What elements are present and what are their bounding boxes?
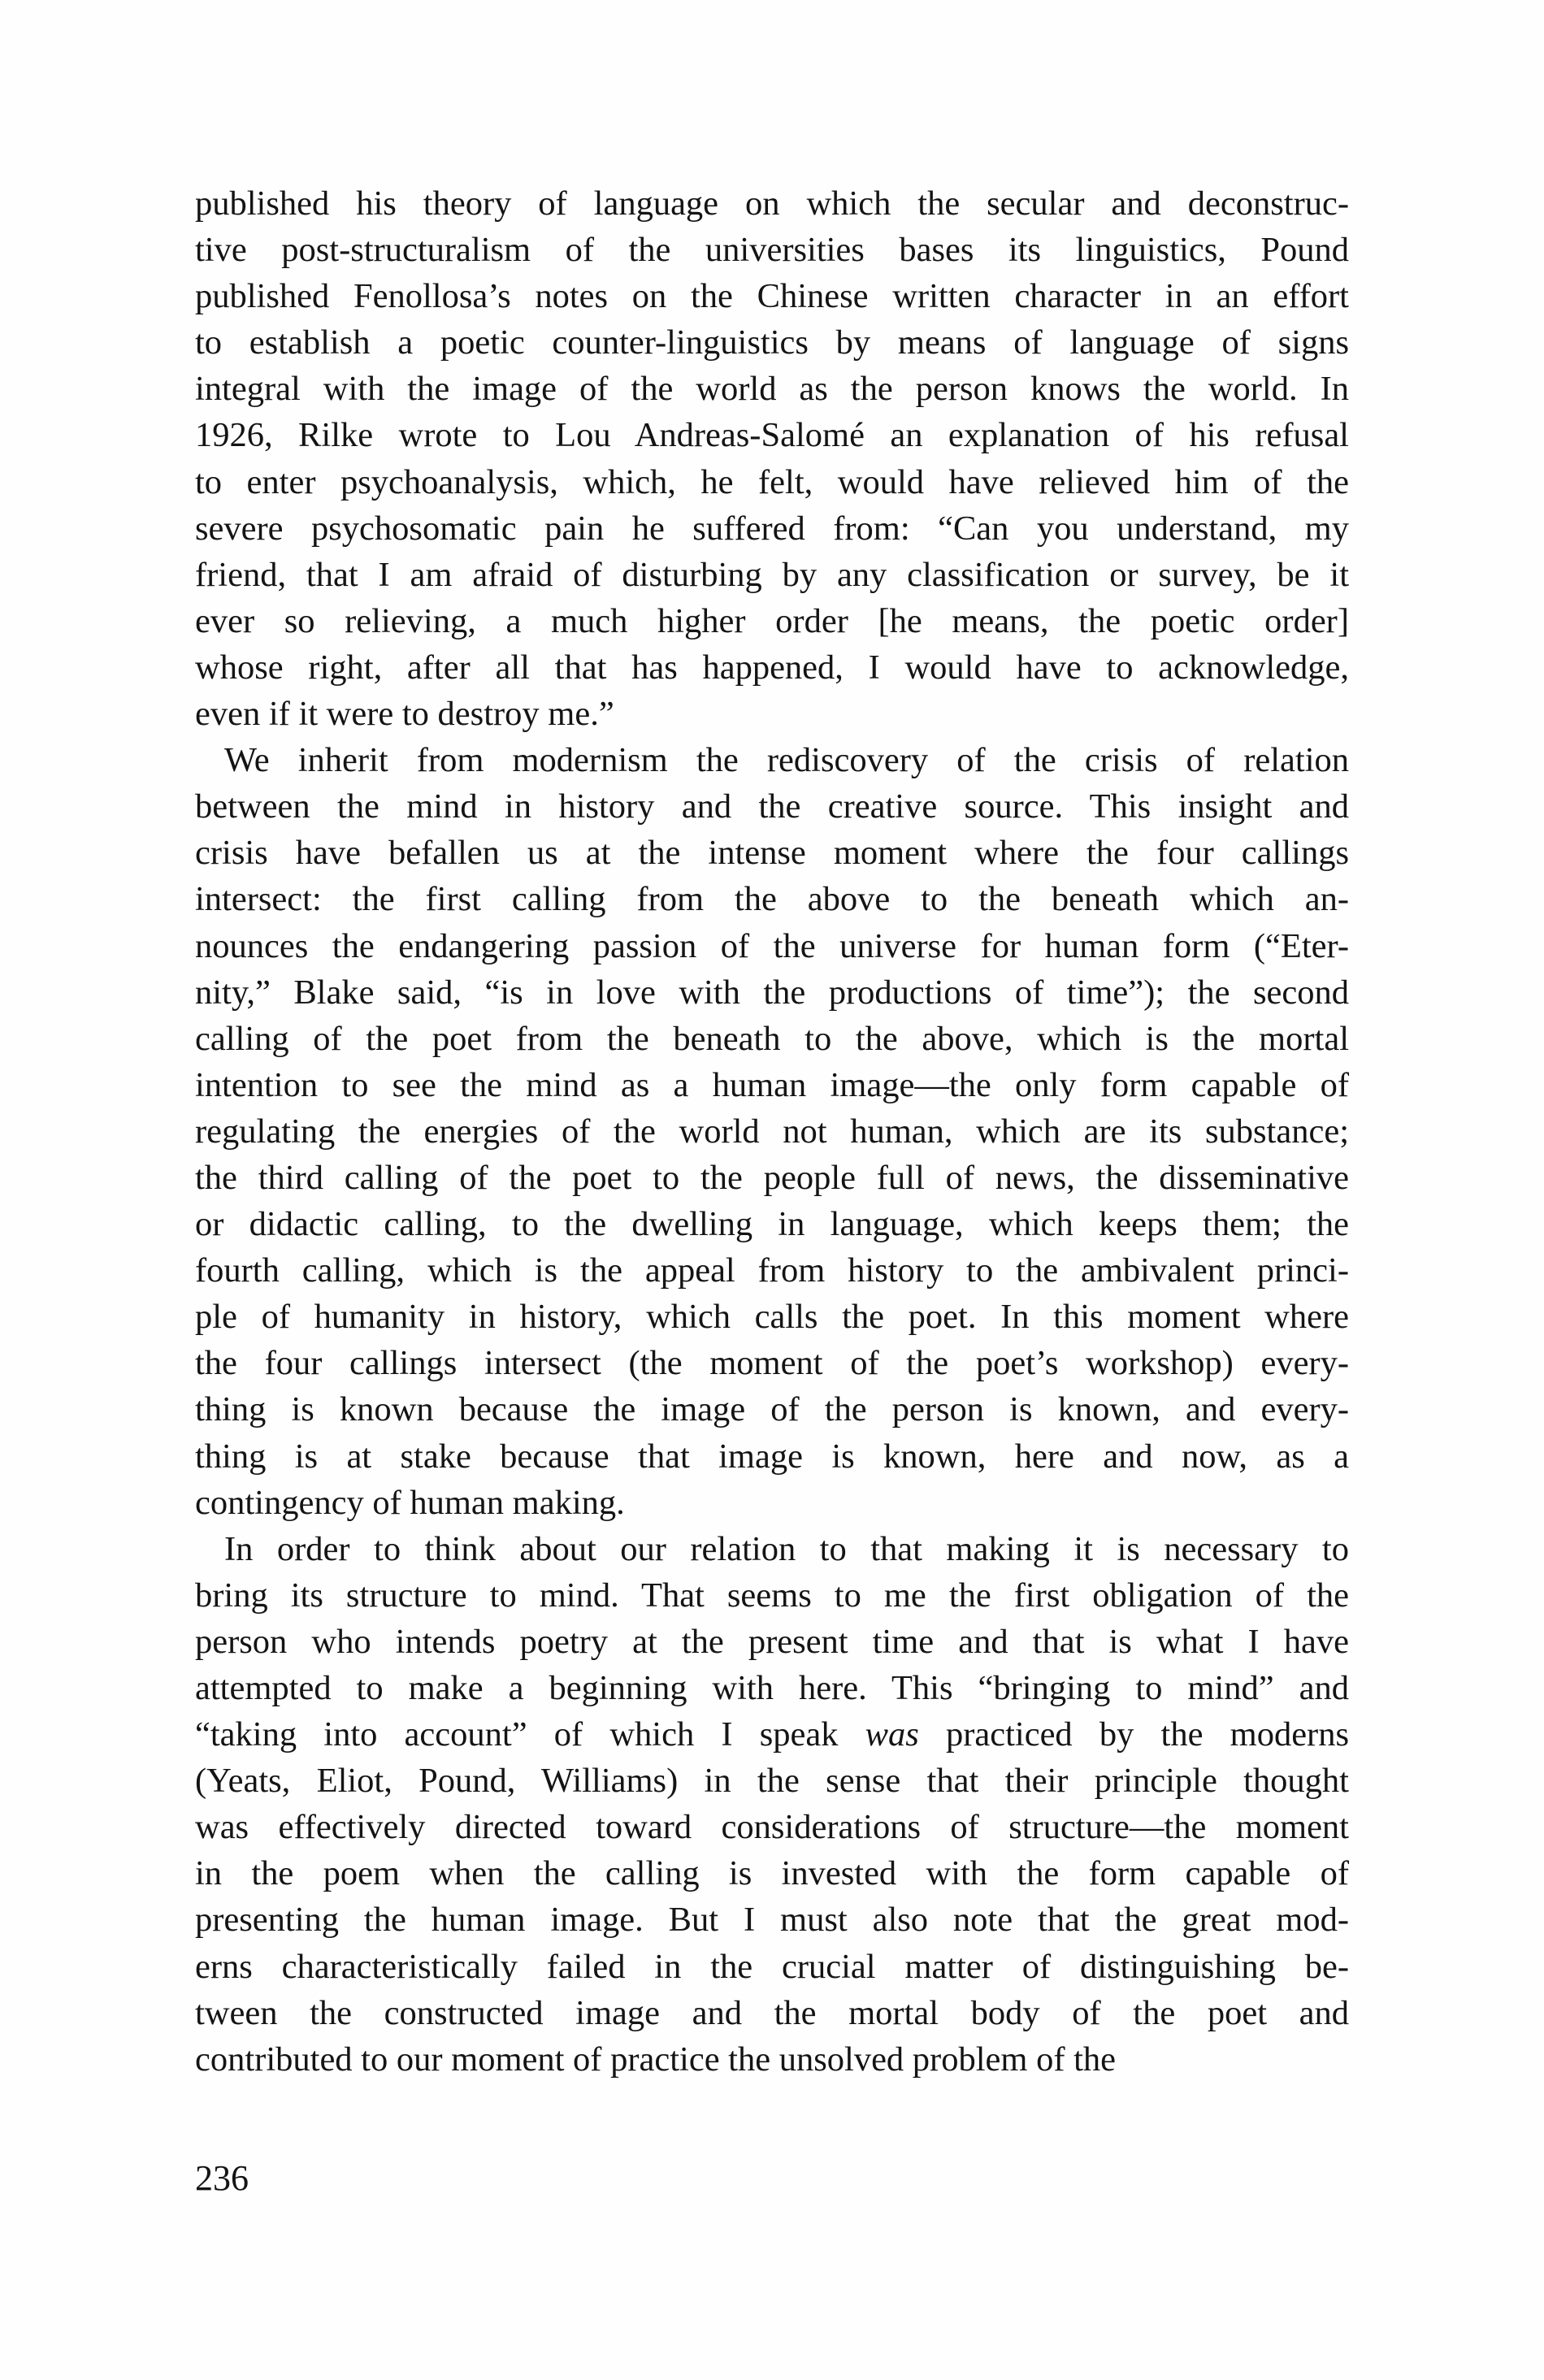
text-line: the four callings intersect (the moment of the poet’s workshop) every- (195, 1344, 1349, 1383)
text-line: tween the constructed image and the mortal body of the poet and (195, 1993, 1349, 2032)
text-line: intersect: the first calling from the above to the beneath which an- (195, 880, 1349, 919)
text-line: contingency of human making. (195, 1483, 625, 1522)
text-line: regulating the energies of the world not human, which are its substance; (195, 1112, 1349, 1151)
text-line: nity,” Blake said, “is in love with the productions of time”); the second (195, 973, 1349, 1012)
text-line: published his theory of language on which the secular and deconstruc- (195, 184, 1349, 223)
text-line: presenting the human image. But I must also note that the great mod- (195, 1901, 1349, 1940)
paragraph (195, 1526, 1349, 2083)
text-line: even if it were to destroy me.” (195, 695, 614, 734)
text-line: ple of humanity in history, which calls the poet. In this moment where (195, 1298, 1349, 1337)
body-text (195, 180, 1349, 2083)
text-line: 1926, Rilke wrote to Lou Andreas-Salomé an explanation of his refusal (195, 416, 1349, 455)
text-line: the third calling of the poet to the people full of news, the disseminative (195, 1158, 1349, 1197)
text-line: fourth calling, which is the appeal from history to the ambivalent princi- (195, 1251, 1349, 1290)
text-line: erns characteristically failed in the crucial matter of distinguishing be- (195, 1947, 1349, 1986)
text-line: ever so relieving, a much higher order [he means, the poetic order] (195, 601, 1349, 640)
text-line: contributed to our moment of practice the unsolved problem of the (195, 2040, 1117, 2079)
text-line: or didactic calling, to the dwelling in language, which keeps them; the (195, 1205, 1349, 1244)
text-line: (Yeats, Eliot, Pound, Williams) in the sense that their principle thought (195, 1762, 1349, 1801)
text-line: in the poem when the calling is invested with the form capable of (195, 1854, 1349, 1893)
text-line: integral with the image of the world as the person knows the world. In (195, 370, 1349, 409)
text-line: thing is at stake because that image is known, here and now, as a (195, 1437, 1349, 1476)
text-line: calling of the poet from the beneath to the above, which is the mortal (195, 1019, 1349, 1058)
text-line: to establish a poetic counter-linguistics by means of language of signs (195, 323, 1349, 362)
text-line: severe psychosomatic pain he suffered from: “Can you understand, my (195, 509, 1349, 548)
text-line: was effectively directed toward considerations of structure—the moment (195, 1808, 1349, 1847)
text-line: “taking into account” of which I speak was practiced by the moderns (195, 1715, 1349, 1754)
text-line: attempted to make a beginning with here. This “bringing to mind” and (195, 1669, 1349, 1707)
text-line: crisis have befallen us at the intense moment where the four callings (195, 834, 1349, 873)
text-line: tive post-structuralism of the universities bases its linguistics, Pound (195, 231, 1349, 270)
text-line: friend, that I am afraid of disturbing by any classification or survey, be it (195, 555, 1349, 594)
text-line: We inherit from modernism the rediscovery of the crisis of relation (224, 741, 1349, 780)
paragraph (195, 737, 1349, 1526)
text-line: to enter psychoanalysis, which, he felt, would have relieved him of the (195, 462, 1349, 501)
text-line: In order to think about our relation to that making it is necessary to (224, 1529, 1349, 1568)
text-line: person who intends poetry at the present time and that is what I have (195, 1622, 1349, 1661)
text-line: whose right, after all that has happened, I would have to acknowledge, (195, 648, 1349, 687)
text-line: thing is known because the image of the person is known, and every- (195, 1390, 1349, 1429)
paragraph (195, 180, 1349, 737)
page-number: 236 (195, 2158, 249, 2198)
text-line: published Fenollosa’s notes on the Chinese written character in an effort (195, 277, 1349, 316)
text-line: bring its structure to mind. That seems to me the first obligation of the (195, 1576, 1349, 1615)
text-line: nounces the endangering passion of the universe for human form (“Eter- (195, 926, 1349, 965)
text-line: intention to see the mind as a human image—the only form capable of (195, 1065, 1349, 1104)
text-line: between the mind in history and the creative source. This insight and (195, 787, 1349, 826)
